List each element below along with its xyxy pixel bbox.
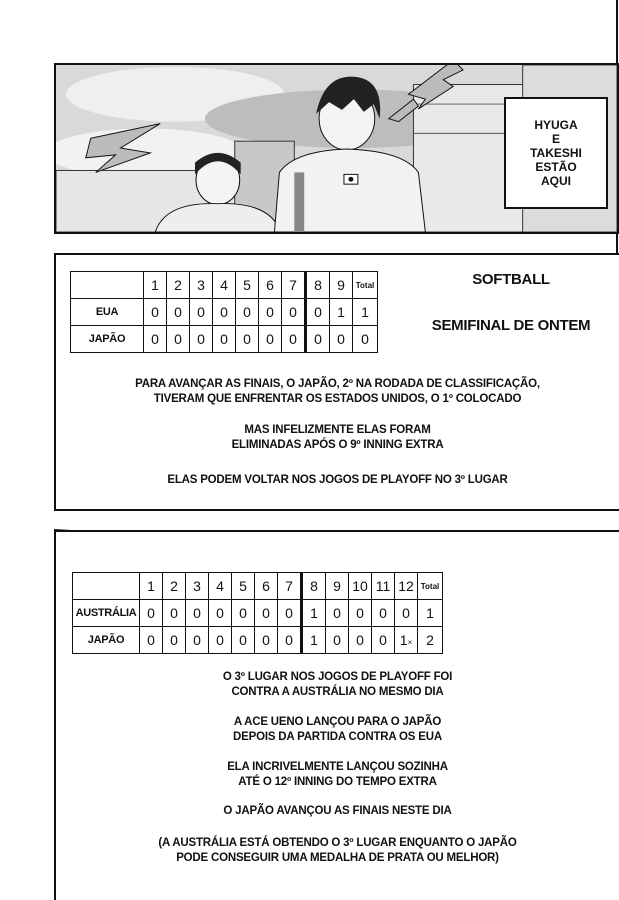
team-name: EUA [71,299,144,326]
inning-header: 7 [278,573,302,600]
score-cell: 0 [326,627,349,654]
panel-subtitle: SEMIFINAL DE ONTEM [431,317,591,334]
team-name: JAPÃO [71,326,144,353]
illustration-panel [54,63,619,234]
score-cell: 1 [302,627,326,654]
inning-header: 4 [209,573,232,600]
paragraph [56,423,619,453]
inning-header: 10 [349,573,372,600]
text-line: A ACE UENO LANÇOU PARA O JAPÃO [233,716,442,728]
score-cell: 0 [236,299,259,326]
text-line: DEPOIS DA PARTIDA CONTRA OS EUA [233,731,442,743]
score-cell: 0 [167,326,190,353]
sign-line: E [551,132,560,146]
sign-line: HYUGA [534,118,578,132]
score-cell: 0 [232,600,255,627]
score-cell: 0 [140,627,163,654]
score-cell: 1 [302,600,326,627]
team-name: JAPÃO [73,627,140,654]
score-cell: 1 [330,299,353,326]
score-cell: 0 [232,627,255,654]
text-line: TIVERAM QUE ENFRENTAR OS ESTADOS UNIDOS, O 1º COLOCADO [153,393,522,405]
score-cell: 0 [255,627,278,654]
score-cell: 0 [209,600,232,627]
text-line: CONTRA A AUSTRÁLIA NO MESMO DIA [231,686,444,698]
total-cell: 1 [418,600,443,627]
score-cell: 0 [186,627,209,654]
inning-header: 12 [395,573,418,600]
text-line: ELAS PODEM VOLTAR NOS JOGOS DE PLAYOFF NO 3º LUGAR [167,474,508,486]
total-header: Total [353,272,378,299]
total-header: Total [418,573,443,600]
inning-header: 5 [232,573,255,600]
scoreboard-playoff [72,572,443,654]
score-cell: 0 [209,627,232,654]
inning-header: 7 [282,272,306,299]
text-line: O 3º LUGAR NOS JOGOS DE PLAYOFF FOI [222,671,453,683]
score-cell: 0 [395,600,418,627]
total-cell: 2 [418,627,443,654]
inning-header: 3 [190,272,213,299]
caption-sign [504,97,608,209]
total-cell: 1 [353,299,378,326]
score-cell: 0 [144,299,167,326]
paragraph [56,715,619,745]
score-cell: 0 [186,600,209,627]
panel-title: SOFTBALL [472,271,550,288]
score-cell: 0 [282,299,306,326]
score-cell: 0 [167,299,190,326]
table-row [73,600,443,627]
paragraph [56,760,619,790]
text-line: (A AUSTRÁLIA ESTÁ OBTENDO O 3º LUGAR ENQUANTO O JAPÃO [158,837,517,849]
score-cell: 0 [190,326,213,353]
score-cell: 0 [306,299,330,326]
text-line: O JAPÃO AVANÇOU AS FINAIS NESTE DIA [223,805,452,817]
inning-header: 9 [326,573,349,600]
paragraph [56,804,619,819]
text-line: ELIMINADAS APÓS O 9º INNING EXTRA [231,439,444,451]
inning-header: 3 [186,573,209,600]
score-cell: 0 [255,600,278,627]
score-cell: 0 [330,326,353,353]
inning-header: 4 [213,272,236,299]
table-row [71,272,378,299]
paragraph [56,836,619,866]
inning-header: 8 [306,272,330,299]
inning-header: 1 [140,573,163,600]
score-cell: 0 [306,326,330,353]
score-cell-walkoff [395,627,418,654]
scoreboard-semifinal [70,271,378,353]
score-cell: 0 [349,600,372,627]
score-cell: 0 [213,326,236,353]
score-cell: 0 [349,627,372,654]
score-cell: 0 [236,326,259,353]
inning-header: 5 [236,272,259,299]
sign-line: TAKESHI [530,146,582,160]
inning-header: 6 [255,573,278,600]
sign-line: ESTÃO [535,160,577,174]
score-cell: 0 [213,299,236,326]
inning-header: 2 [167,272,190,299]
inning-header: 11 [372,573,395,600]
paragraph [56,473,619,488]
paragraph [56,377,619,407]
team-name: AUSTRÁLIA [73,600,140,627]
table-row [71,299,378,326]
score-cell: 0 [278,600,302,627]
text-line: ELA INCRIVELMENTE LANÇOU SOZINHA [227,761,448,773]
walkoff-mark: × [407,638,413,647]
score-cell: 0 [259,299,282,326]
score-cell: 0 [144,326,167,353]
score-cell: 0 [140,600,163,627]
text-line: MAS INFELIZMENTE ELAS FORAM [244,424,431,436]
score-cell: 0 [278,627,302,654]
semifinal-panel [54,253,619,511]
inning-header: 8 [302,573,326,600]
score-cell: 0 [163,600,186,627]
score-cell: 0 [326,600,349,627]
playoff-panel [54,530,619,900]
inning-header: 1 [144,272,167,299]
inning-header: 9 [330,272,353,299]
text-line: PARA AVANÇAR AS FINAIS, O JAPÃO, 2º NA RODADA DE CLASSIFICAÇÃO, [135,378,540,390]
score-cell: 0 [259,326,282,353]
inning-header: 2 [163,573,186,600]
table-row [71,326,378,353]
total-cell: 0 [353,326,378,353]
table-row [73,627,443,654]
text-line: ATÉ O 12º INNING DO TEMPO EXTRA [238,776,437,788]
score-cell: 0 [372,600,395,627]
table-row [73,573,443,600]
sign-line: AQUI [541,174,571,188]
paragraph [56,670,619,700]
score-value: 1 [399,632,408,648]
score-cell: 0 [372,627,395,654]
text-line: PODE CONSEGUIR UMA MEDALHA DE PRATA OU MELHOR) [176,852,499,864]
score-cell: 0 [163,627,186,654]
score-cell: 0 [282,326,306,353]
inning-header: 6 [259,272,282,299]
score-cell: 0 [190,299,213,326]
